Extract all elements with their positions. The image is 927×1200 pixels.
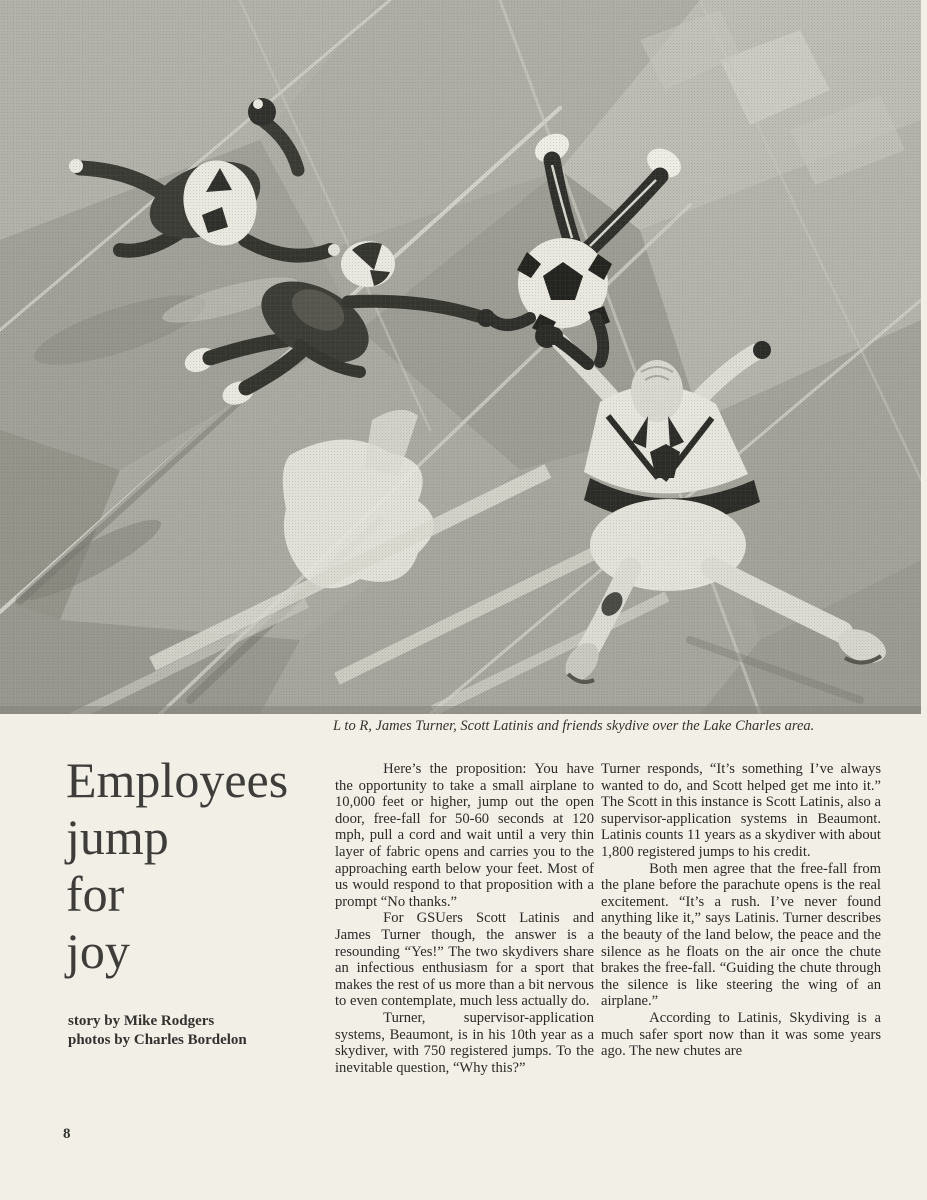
body-paragraph: According to Latinis, Skydiving is a much safer sport now than it was some years ago. The new chutes are — [601, 1009, 881, 1060]
byline-photos: photos by Charles Bordelon — [68, 1032, 247, 1048]
body-paragraph: Both men agree that the free-fall from the plane before the parachute opens is the real excitement. “It’s a rush. I’ve never found anything like it,” says Latinis. Turner describes the beauty of the land below, the peace and the silence as he floats on the air once the chute brakes the free-fall. “Guiding the chute through the silence is like steering the wing of an airplane.” — [601, 860, 881, 1010]
byline — [68, 1012, 328, 1050]
headline-line: Employees — [66, 752, 289, 808]
body-paragraph: For GSUers Scott Latinis and James Turner though, the answer is a resounding “Yes!” The two skydivers share an infectious enthusiasm for a sport that makes the rest of us more than a bit nervous to even contemplate, much less actually do. — [335, 910, 594, 1010]
byline-story: story by Mike Rodgers — [68, 1013, 215, 1029]
article-column-2 — [601, 761, 881, 1060]
body-paragraph: Turner responds, “It’s something I’ve always wanted to do, and Scott helped get me into it.” The Scott in this instance is Scott Latinis, also a supervisor-application systems in Beaumont. Latinis counts 11 years as a skydiver with about 1,800 registered jumps to his credit. — [601, 761, 881, 860]
body-paragraph: Turner, supervisor-application systems, Beaumont, is in his 10th year as a skydiver, with 750 registered jumps. To the inevitable question, “Why this?” — [335, 1009, 594, 1076]
article-column-1 — [335, 761, 594, 1076]
body-paragraph: Here’s the proposition: You have the opportunity to take a small airplane to 10,000 feet or higher, jump out the open door, free-fall for 50-60 seconds at 120 mph, pull a cord and wait until a very thin layer of fabric opens and carries you to the approaching earth below your feet. Most of us would respond to that proposition with a prompt “No thanks.” — [335, 761, 594, 910]
photo-caption: L to R, James Turner, Scott Latinis and friends skydive over the Lake Charles area. — [333, 718, 815, 734]
headline — [66, 752, 326, 980]
headline-line: joy — [66, 923, 130, 979]
headline-line: jump — [66, 809, 169, 865]
headline-line: for — [66, 866, 125, 922]
page-number: 8 — [63, 1126, 71, 1142]
